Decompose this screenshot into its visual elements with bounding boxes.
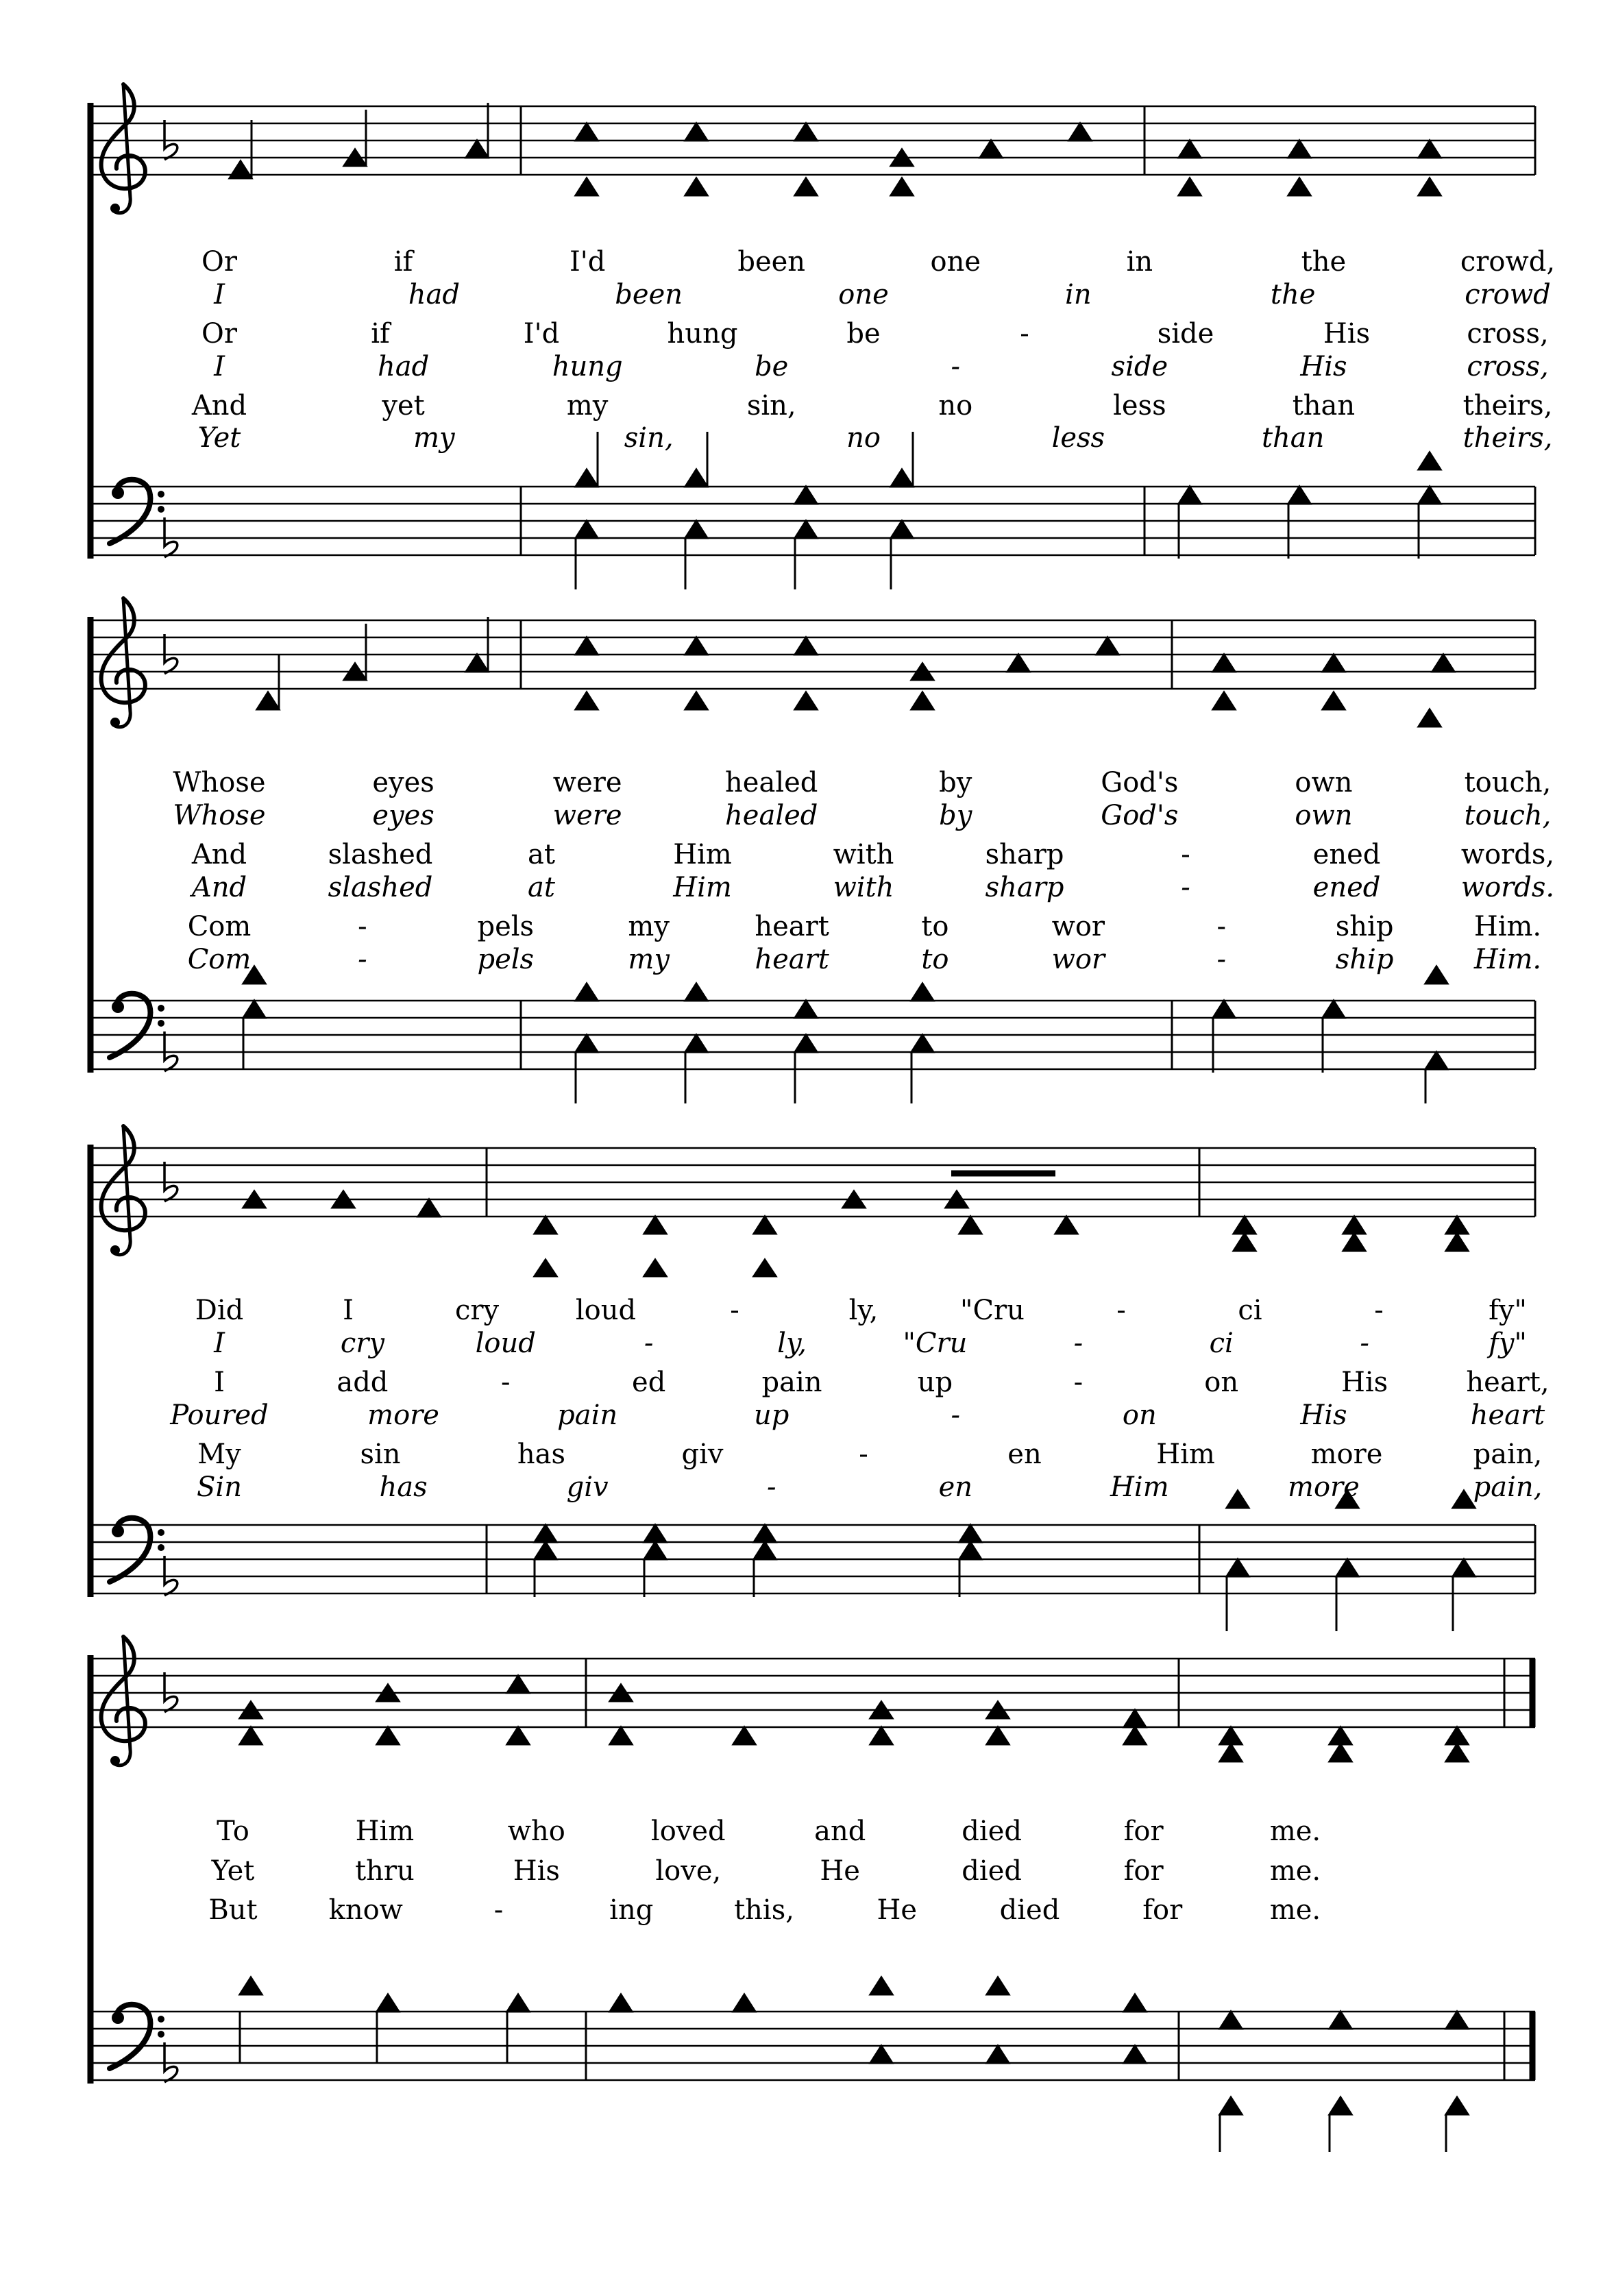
lyric-syllable: no (938, 390, 973, 422)
lyric-syllable: heart (755, 911, 829, 942)
lyric-syllable: wor (1051, 944, 1105, 975)
lyric-syllable: - (1216, 911, 1226, 942)
lyric-syllable: less (1051, 422, 1105, 454)
lyric-syllable: crowd (1465, 279, 1551, 310)
lyric-syllable: Sin (197, 1471, 242, 1503)
lyric-syllable: His (1323, 318, 1371, 350)
lyric-syllable: en (1007, 1439, 1042, 1470)
lyric-syllable: on (1204, 1367, 1239, 1398)
lyric-syllable: has (379, 1471, 428, 1503)
lyric-syllable: Yet (197, 422, 241, 454)
lyric-syllable: has (517, 1439, 566, 1470)
lyric-syllable: And (191, 839, 247, 870)
lyric-syllable: - (730, 1295, 739, 1326)
lyric-syllable: ened (1312, 872, 1381, 903)
lyric-syllable: were (552, 767, 622, 798)
notes-treble-4 (240, 1676, 1468, 1761)
notes-bass-3 (535, 1491, 1475, 1631)
lyric-syllable: Yet (211, 1855, 255, 1887)
lyric-syllable: ly, (848, 1295, 879, 1326)
lyric-syllable: - (1374, 1295, 1384, 1326)
lyric-syllable: add (336, 1367, 389, 1398)
lyrics-layer (169, 246, 1555, 1926)
lyric-syllable: - (1073, 1328, 1084, 1359)
lyric-syllable: Poured (170, 1400, 269, 1431)
lyric-syllable: - (644, 1328, 654, 1359)
lyric-syllable: - (1116, 1295, 1126, 1326)
notes-bass-1 (576, 432, 1441, 589)
lyric-syllable: pels (477, 911, 535, 942)
lyric-syllable: - (1020, 318, 1029, 350)
lyric-syllable: ship (1335, 911, 1394, 942)
notes-treble-1 (230, 103, 1441, 195)
lyric-syllable: heart, (1466, 1367, 1550, 1398)
lyric-syllable: Him (673, 872, 732, 903)
lyric-syllable: cry (340, 1328, 384, 1359)
lyric-syllable: been (737, 246, 806, 278)
lyric-syllable: by (939, 767, 972, 798)
lyric-syllable: - (358, 944, 367, 975)
lyric-syllable: - (859, 1439, 868, 1470)
lyric-syllable: died (962, 1816, 1022, 1847)
lyric-syllable: slashed (328, 872, 433, 903)
lyric-syllable: in (1126, 246, 1153, 278)
lyric-syllable: slashed (328, 839, 433, 870)
lyric-syllable: had (377, 351, 430, 382)
lyric-syllable: His (513, 1855, 560, 1887)
lyric-syllable: Him (1110, 1471, 1169, 1503)
treble-clef-icon (101, 1637, 145, 1766)
lyric-syllable: me. (1269, 1894, 1321, 1926)
lyric-syllable: up (754, 1400, 789, 1431)
lyric-syllable: be (846, 318, 881, 350)
lyric-syllable: God's (1101, 767, 1179, 798)
lyric-syllable: been (615, 279, 683, 310)
lyric-syllable: than (1261, 422, 1325, 454)
lyric-syllable: yet (382, 390, 425, 422)
lyric-syllable: by (939, 800, 972, 831)
lyric-syllable: His (1300, 351, 1347, 382)
lyric-syllable: eyes (372, 767, 434, 798)
lyric-syllable: Or (201, 246, 237, 278)
lyric-syllable: had (408, 279, 460, 310)
lyric-syllable: words, (1460, 839, 1555, 870)
lyric-syllable: To (217, 1816, 249, 1847)
lyric-syllable: for (1123, 1855, 1164, 1887)
notes-bass-4 (240, 1977, 1468, 2152)
lyric-syllable: touch, (1464, 800, 1552, 831)
bass-clef-icon (110, 1518, 164, 1582)
notes-treble-3 (243, 1173, 1468, 1276)
lyric-syllable: And (191, 872, 247, 903)
lyric-syllable: ci (1209, 1328, 1234, 1359)
lyric-syllable: "Cru (960, 1295, 1025, 1326)
lyric-syllable: His (1341, 1367, 1388, 1398)
lyric-syllable: ly, (777, 1328, 807, 1359)
lyric-syllable: me. (1269, 1855, 1321, 1887)
lyric-syllable: died (999, 1894, 1060, 1926)
lyric-syllable: touch, (1464, 767, 1552, 798)
lyric-syllable: one (930, 246, 981, 278)
lyric-syllable: healed (725, 800, 818, 831)
lyric-syllable: - (1181, 839, 1190, 870)
bass-staff-4 (89, 2012, 1535, 2080)
lyric-syllable: this, (734, 1894, 794, 1926)
lyric-syllable: - (1073, 1367, 1084, 1398)
lyric-syllable: one (838, 279, 889, 310)
lyric-syllable: cross, (1467, 351, 1549, 382)
lyric-syllable: Com (187, 944, 252, 975)
lyric-syllable: be (755, 351, 789, 382)
lyric-syllable: own (1295, 767, 1353, 798)
lyric-syllable: no (846, 422, 881, 454)
lyric-syllable: His (1300, 1400, 1347, 1431)
lyric-syllable: were (552, 800, 622, 831)
lyric-syllable: who (507, 1816, 565, 1847)
lyric-syllable: know (328, 1894, 403, 1926)
lyric-syllable: up (917, 1367, 953, 1398)
lyric-syllable: side (1111, 351, 1168, 382)
lyric-syllable: I'd (523, 318, 560, 350)
lyric-syllable: hung (552, 351, 623, 382)
lyric-syllable: wor (1051, 911, 1105, 942)
lyric-syllable: healed (725, 767, 818, 798)
lyric-syllable: - (358, 911, 367, 942)
lyric-syllable: - (766, 1471, 776, 1503)
lyric-syllable: theirs, (1462, 390, 1553, 422)
treble-staff-4 (89, 1659, 1535, 1727)
lyric-syllable: sin, (746, 390, 796, 422)
lyric-syllable: Com (187, 911, 252, 942)
lyric-syllable: ship (1335, 944, 1394, 975)
lyric-syllable: fy" (1489, 1295, 1527, 1326)
lyric-syllable: Did (195, 1295, 244, 1326)
lyric-syllable: the (1270, 279, 1316, 310)
lyric-syllable: He (820, 1855, 860, 1887)
lyric-syllable: - (951, 1400, 961, 1431)
lyric-syllable: crowd, (1460, 246, 1556, 278)
system-1 (89, 84, 1535, 589)
lyric-syllable: cross, (1467, 318, 1549, 350)
lyric-syllable: hung (667, 318, 738, 350)
lyric-syllable: pels (477, 944, 535, 975)
barlines-4 (586, 1659, 1532, 2080)
lyric-syllable: Him (673, 839, 732, 870)
lyric-syllable: theirs, (1462, 422, 1553, 454)
lyric-syllable: - (951, 351, 961, 382)
lyric-syllable: giv (566, 1471, 609, 1503)
treble-clef-icon (101, 1126, 145, 1255)
lyric-syllable: cry (454, 1295, 500, 1326)
lyric-syllable: more (1310, 1439, 1383, 1470)
lyric-syllable: more (1288, 1471, 1360, 1503)
lyric-syllable: He (877, 1894, 918, 1926)
lyric-syllable: heart (1470, 1400, 1545, 1431)
lyric-syllable: I'd (569, 246, 606, 278)
lyric-syllable: ened (1312, 839, 1381, 870)
bass-clef-icon (110, 480, 164, 544)
lyric-syllable: giv (681, 1439, 724, 1470)
bass-clef-icon (110, 994, 164, 1058)
lyric-syllable: for (1142, 1894, 1183, 1926)
lyric-syllable: fy" (1489, 1328, 1527, 1359)
lyric-syllable: if (393, 246, 413, 278)
lyric-syllable: with (833, 839, 894, 870)
lyric-syllable: at (528, 839, 555, 870)
lyric-syllable: - (493, 1894, 504, 1926)
lyric-syllable: my (628, 911, 670, 942)
lyric-syllable: My (197, 1439, 241, 1470)
lyric-syllable: Him (355, 1816, 415, 1847)
lyric-syllable: Whose (173, 800, 266, 831)
lyric-syllable: I (214, 351, 225, 382)
bass-staff-3 (89, 1525, 1535, 1593)
lyric-syllable: I (214, 1328, 225, 1359)
treble-clef-icon (101, 598, 145, 727)
lyric-syllable: own (1295, 800, 1353, 831)
lyric-syllable: pain (557, 1400, 618, 1431)
lyric-syllable: for (1123, 1816, 1164, 1847)
lyric-syllable: And (191, 390, 247, 422)
lyric-syllable: words. (1460, 872, 1555, 903)
lyric-syllable: loud (475, 1328, 536, 1359)
lyric-syllable: love, (655, 1855, 722, 1887)
lyric-syllable: if (371, 318, 390, 350)
lyric-syllable: sharp (985, 839, 1064, 870)
lyric-syllable: Him. (1473, 911, 1542, 942)
lyric-syllable: than (1292, 390, 1356, 422)
lyric-syllable: my (413, 422, 455, 454)
lyric-syllable: - (1216, 944, 1226, 975)
lyric-syllable: heart (755, 944, 829, 975)
lyric-syllable: Or (201, 318, 237, 350)
lyric-syllable: But (208, 1894, 258, 1926)
lyric-syllable: died (962, 1855, 1022, 1887)
lyric-syllable: with (833, 872, 894, 903)
lyric-syllable: - (1360, 1328, 1369, 1359)
lyric-syllable: pain, (1473, 1439, 1543, 1470)
bass-clef-icon (110, 2005, 164, 2068)
lyric-syllable: Him (1156, 1439, 1215, 1470)
lyric-syllable: ed (632, 1367, 666, 1398)
lyric-syllable: sharp (985, 872, 1064, 903)
lyric-syllable: - (1181, 872, 1190, 903)
lyric-syllable: Whose (173, 767, 266, 798)
lyric-syllable: "Cru (903, 1328, 968, 1359)
lyric-syllable: Him. (1473, 944, 1542, 975)
lyric-syllable: I (343, 1295, 354, 1326)
lyric-syllable: thru (355, 1855, 415, 1887)
lyric-syllable: I (214, 1367, 225, 1398)
lyric-syllable: side (1157, 318, 1214, 350)
treble-staff-3 (89, 1148, 1535, 1217)
lyric-syllable: I (214, 279, 225, 310)
treble-clef-icon (101, 84, 145, 213)
lyric-syllable: the (1301, 246, 1347, 278)
lyric-syllable: less (1113, 390, 1166, 422)
lyric-syllable: more (367, 1400, 439, 1431)
lyric-syllable: God's (1101, 800, 1179, 831)
lyric-syllable: my (566, 390, 609, 422)
lyric-syllable: pain (761, 1367, 822, 1398)
lyric-syllable: on (1122, 1400, 1157, 1431)
lyric-syllable: me. (1269, 1816, 1321, 1847)
lyric-syllable: my (628, 944, 670, 975)
lyric-syllable: loved (650, 1816, 726, 1847)
lyric-syllable: sin (360, 1439, 401, 1470)
lyric-syllable: to (921, 944, 949, 975)
lyric-syllable: to (921, 911, 949, 942)
lyric-syllable: in (1065, 279, 1092, 310)
lyric-syllable: loud (575, 1295, 637, 1326)
lyric-syllable: pain, (1473, 1471, 1543, 1503)
lyric-syllable: sin, (624, 422, 674, 454)
lyric-syllable: ing (609, 1894, 654, 1926)
lyric-syllable: and (814, 1816, 866, 1847)
lyric-syllable: en (938, 1471, 973, 1503)
lyric-syllable: eyes (372, 800, 434, 831)
lyric-syllable: at (528, 872, 555, 903)
lyric-syllable: ci (1238, 1295, 1262, 1326)
lyric-syllable: - (501, 1367, 511, 1398)
